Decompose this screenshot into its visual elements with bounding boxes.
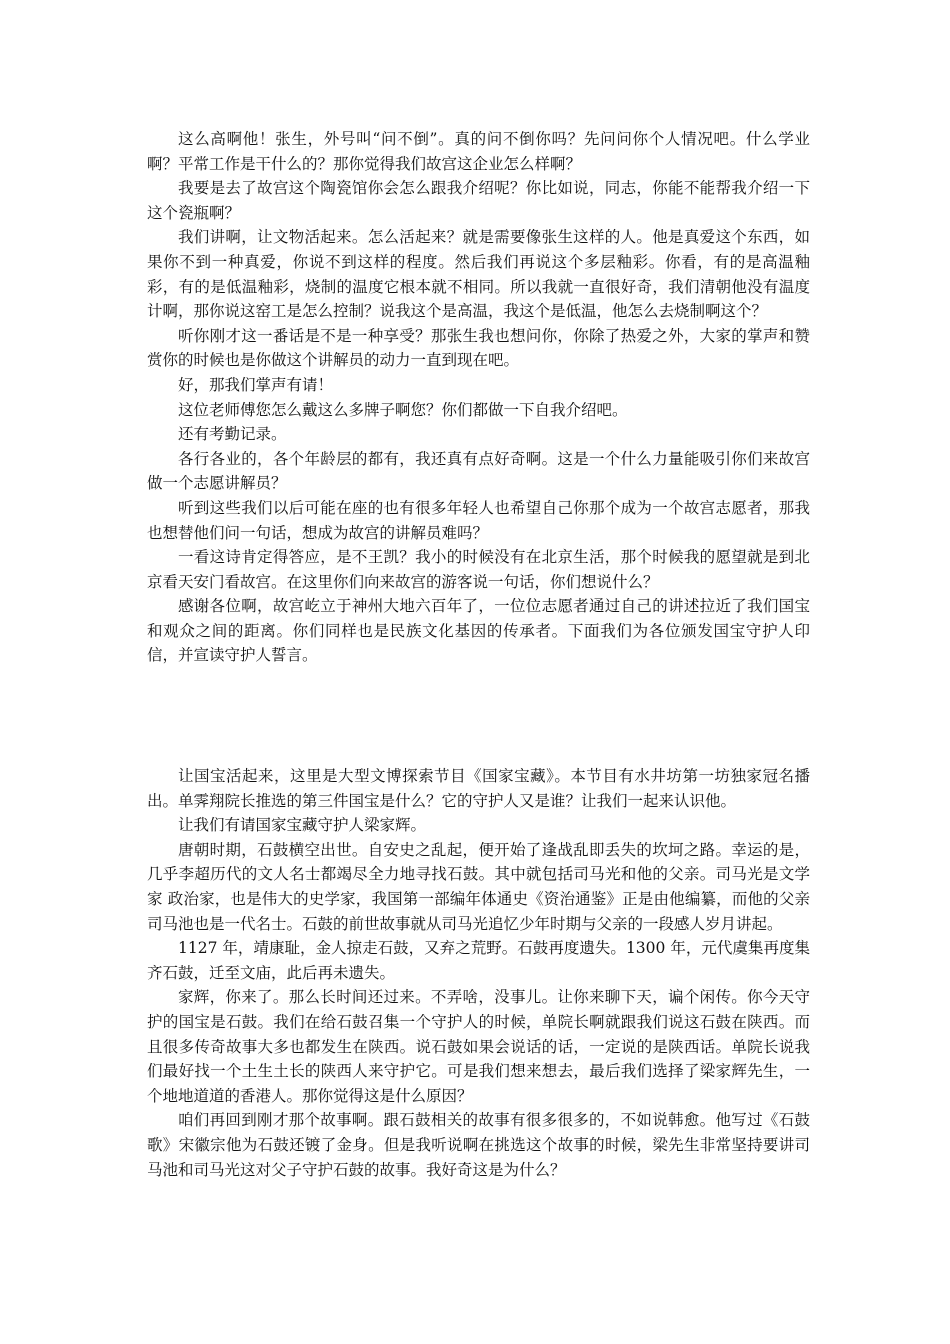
paragraph: 还有考勤记录。	[178, 425, 287, 444]
paragraph: 感谢各位啊，故宫屹立于神州大地六百年了，一位位志愿者通过自己的讲述拉近了我们国宝和观众之间的距离。你们同样也是民族文化基因的传承者。下面我们为各位颁发国宝守护人印信，并宣读守护人誓言。	[147, 597, 810, 665]
paragraph: 唐朝时期，石鼓横空出世。自安史之乱起，便开始了逢战乱即丢失的坎坷之路。幸运的是，几乎李超历代的文人名士都竭尽全力地寻找石鼓。其中就包括司马光和他的父亲。司马光是文学家 政治家，也是伟大的史学家，我国第一部编年体通史《资治通鉴》正是由他编纂，而他的父亲司马池也是一代名士。石鼓的前世故事就从司马光追忆少年时期与父亲的一段感人岁月讲起。	[147, 840, 810, 933]
paragraph: 听你刚才这一番话是不是一种享受？那张生我也想问你，你除了热爱之外，大家的掌声和赞赏你的时候也是你做这个讲解员的动力一直到现在吧。	[147, 326, 810, 370]
paragraph: 咱们再回到刚才那个故事啊。跟石鼓相关的故事有很多很多的，不如说韩愈。他写过《石鼓歌》宋徽宗他为石鼓还镀了金身。但是我听说啊在挑选这个故事的时候，梁先生非常坚持要讲司马池和司马光这对父子守护石鼓的故事。我好奇这是为什么？	[147, 1111, 810, 1179]
dialogue-section-stone-drums	[147, 764, 810, 1182]
paragraph: 这位老师傅您怎么戴这么多牌子啊您？你们都做一下自我介绍吧。	[178, 400, 628, 419]
paragraph: 我们讲啊，让文物活起来。怎么活起来？就是需要像张生这样的人。他是真爱这个东西，如果你不到一种真爱，你说不到这样的程度。然后我们再说这个多层釉彩。你看，有的是高温釉彩，有的是低温釉彩，烧制的温度它根本就不相同。所以我就一直很好奇，我们清朝他没有温度计啊，那你说这窑工是怎么控制？说我这个是高温，我这个是低温，他怎么去烧制啊这个？	[147, 228, 810, 321]
paragraph: 各行各业的，各个年龄层的都有，我还真有点好奇啊。这是一个什么力量能吸引你们来故宫做一个志愿讲解员？	[147, 449, 810, 493]
paragraph: 好，那我们掌声有请！	[178, 375, 334, 394]
dialogue-section-palace-volunteers	[147, 127, 810, 668]
paragraph: 我要是去了故宫这个陶瓷馆你会怎么跟我介绍呢？你比如说，同志，你能不能帮我介绍一下这个瓷瓶啊？	[147, 179, 810, 222]
paragraph: 家辉，你来了。那么长时间还过来。不弄啥，没事儿。让你来聊下天，谝个闲传。你今天守护的国宝是石鼓。我们在给石鼓召集一个守护人的时候，单院长啊就跟我们说这石鼓在陕西。而且很多传奇故事大多也都发生在陕西。说石鼓如果会说话的话，一定说的是陕西话。单院长说我们最好找一个土生土长的陕西人来守护它。可是我们想来想去，最后我们选择了梁家辉先生，一个地地道道的香港人。那你觉得这是什么原因？	[147, 988, 810, 1105]
paragraph: 让我们有请国家宝藏守护人梁家辉。	[178, 816, 427, 835]
paragraph: 让国宝活起来，这里是大型文博探索节目《国家宝藏》。本节目有水井坊第一坊独家冠名播出。单霁翔院长推选的第三件国宝是什么？它的守护人又是谁？让我们一起来认识他。	[147, 767, 810, 810]
paragraph: 一看这诗肯定得答应，是不王凯？我小的时候没有在北京生活，那个时候我的愿望就是到北京看天安门看故宫。在这里你们向来故宫的游客说一句话，你们想说什么？	[147, 548, 810, 591]
paragraph: 这么高啊他！张生，外号叫“问不倒”。真的问不倒你吗？先问问你个人情况吧。什么学业啊？平常工作是干什么的？那你觉得我们故宫这企业怎么样啊？	[147, 130, 810, 173]
paragraph: 1127 年，靖康耻，金人掠走石鼓，又弃之荒野。石鼓再度遗失。1300 年，元代虞集再度集齐石鼓，迁至文庙，此后再未遗失。	[147, 939, 810, 982]
paragraph: 听到这些我们以后可能在座的也有很多年轻人也希望自己你那个成为一个故宫志愿者，那我也想替他们问一句话，想成为故宫的讲解员难吗？	[147, 498, 810, 542]
